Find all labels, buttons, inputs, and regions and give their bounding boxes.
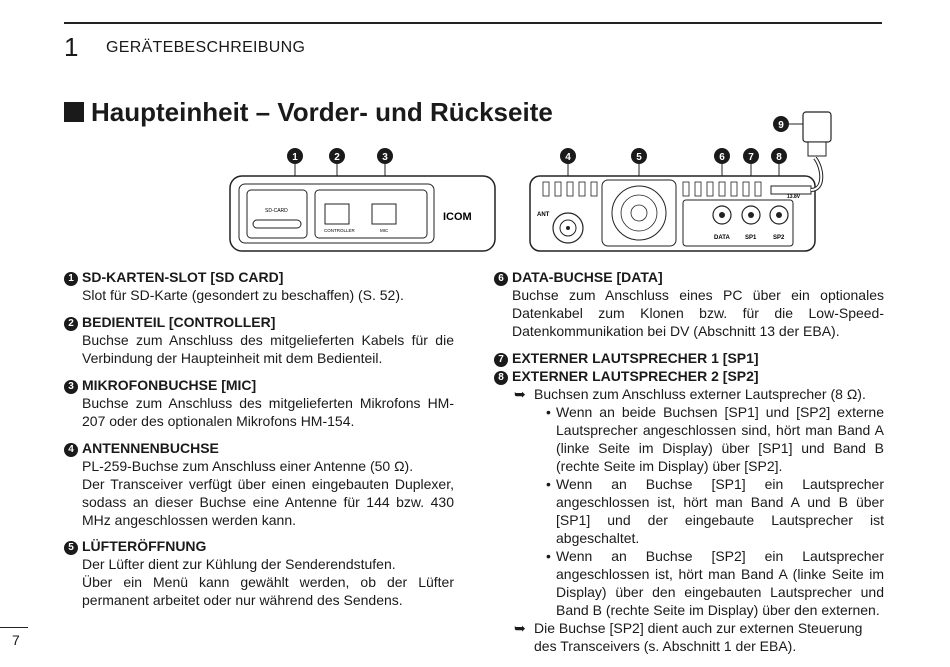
svg-text:9: 9: [778, 120, 784, 131]
svg-text:MIC: MIC: [380, 228, 389, 233]
callout-2: [329, 148, 345, 164]
page-number: 7: [12, 632, 20, 648]
sub-sp2: • Wenn an Buchse [SP2] ein Lautsprecher angeschlossen ist, hört man Band A (linke Seite im Display) über den eingebauten Lautsprecher und Band B (rechte Seite im Display) über den externen.: [546, 548, 884, 618]
rear-panel: [530, 112, 831, 251]
svg-text:3: 3: [382, 152, 388, 163]
chapter-title: GERÄTEBESCHREIBUNG: [106, 39, 306, 56]
item-controller: 2 BEDIENTEIL [CONTROLLER] Buchse zum Anschluss des mitgelieferten Kabels für die Verbindung der Haupteinheit mit dem Bedienteil.: [64, 313, 454, 367]
svg-text:6: 6: [719, 152, 725, 163]
header-rule: [64, 22, 882, 24]
item-antenna: 4 ANTENNENBUCHSE PL-259-Buchse zum Anschluss einer Antenne (50 Ω). Der Transceiver verfügt über einen eingebauten Duplexer, sodass an dieser Buchse eine Antenne für 144 bzw. 430 MHz angeschlossen werden kann.: [64, 439, 454, 529]
callout-8: [771, 148, 787, 164]
item-fan: 5 LÜFTERÖFFNUNG Der Lüfter dient zur Kühlung der Senderendstufen. Über ein Menü kann gewählt werden, ob der Lüfter permanent arbeitet oder nur während des Sendens.: [64, 537, 454, 609]
svg-text:2: 2: [334, 152, 340, 163]
svg-text:SD-CARD: SD-CARD: [265, 208, 288, 214]
callout-9: [773, 116, 789, 132]
svg-text:5: 5: [636, 152, 642, 163]
callout-5: [631, 148, 647, 164]
svg-text:8: 8: [776, 152, 782, 163]
radio-figure: [225, 108, 845, 258]
callout-7: [743, 148, 759, 164]
item-data: 6 DATA-BUCHSE [DATA] Buchse zum Anschluss eines PC über ein optionales Datenkabel zum Klonen bzw. für die Low-Speed-Datenkommunikation bei DV (Abschnitt 13 der EBA).: [494, 268, 884, 340]
svg-text:1: 1: [292, 152, 298, 163]
item-sd-card: 1 SD-KARTEN-SLOT [SD CARD] Slot für SD-Karte (gesondert zu beschaffen) (S. 52).: [64, 268, 454, 304]
arrow-icon: ➥: [514, 386, 526, 402]
svg-text:SP2: SP2: [773, 235, 785, 241]
svg-text:13.8V: 13.8V: [787, 194, 801, 200]
svg-text:CONTROLLER: CONTROLLER: [324, 228, 355, 233]
callout-3: [377, 148, 393, 164]
svg-text:ICOM: ICOM: [443, 211, 472, 223]
callout-1: [287, 148, 303, 164]
svg-text:SP1: SP1: [745, 235, 757, 241]
svg-text:7: 7: [748, 152, 754, 163]
sub-sp1: • Wenn an Buchse [SP1] ein Lautsprecher angeschlossen ist, hört man Band A und B über [SP1] und der eingebaute Lautsprecher ist abgeschaltet.: [546, 476, 884, 546]
svg-text:DATA: DATA: [714, 235, 730, 241]
square-icon: [64, 102, 84, 122]
sub-both: • Wenn an beide Buchsen [SP1] und [SP2] externe Lautsprecher angeschlossen sind, hört man Band A (linke Seite im Display) über [SP1] und Band B (rechte Seite im Display) über [SP2].: [546, 404, 884, 474]
note-control: ➥ Die Buchse [SP2] dient auch zur externen Steuerung des Transceivers (s. Abschnitt 1 der EBA).: [514, 620, 863, 654]
arrow-icon: ➥: [514, 620, 526, 636]
section-title-text: Haupteinheit – Vorder- und Rückseite: [91, 97, 553, 127]
callout-6: [714, 148, 730, 164]
svg-text:ANT: ANT: [537, 212, 550, 218]
front-panel: [230, 176, 495, 251]
note-speakers: ➥ Buchsen zum Anschluss externer Lautsprecher (8 Ω).: [514, 386, 866, 402]
callout-4: [560, 148, 576, 164]
item-speakers: 7 EXTERNER LAUTSPRECHER 1 [SP1] 8 EXTERNER LAUTSPRECHER 2 [SP2] ➥ Buchsen zum Anschluss externer Lautsprecher (8 Ω). • Wenn an beide Buchsen [SP1] und [SP2] externe Lautsprecher angeschlossen sind, hört man Band A (linke Seite im Display) über [SP1] und Band B (rechte Seite im Display) über [SP2]. • Wenn an Buchse [SP1] ein Lautsprecher angeschlossen ist, hört man Band A und B über [SP1] und der eingebaute Lautsprecher ist abgeschaltet. • Wenn an Buchse [SP2] ein Lautsprecher angeschlossen ist, hört man Band A (linke Seite im Display) über den eingebauten Lautsprecher und Band B (rechte Seite im Display) über den externen. ➥ Die Buchse [SP2] dient auch zur externen Steuerung des Transceivers (s. Abschnitt 1 der EBA).: [494, 349, 884, 655]
svg-text:4: 4: [565, 152, 571, 163]
page-rule: [0, 627, 28, 628]
chapter-number: 1: [64, 32, 79, 62]
item-mic: 3 MIKROFONBUCHSE [MIC] Buchse zum Anschluss des mitgelieferten Mikrofons HM-207 oder des optionalen Mikrofons HM-154.: [64, 376, 454, 430]
